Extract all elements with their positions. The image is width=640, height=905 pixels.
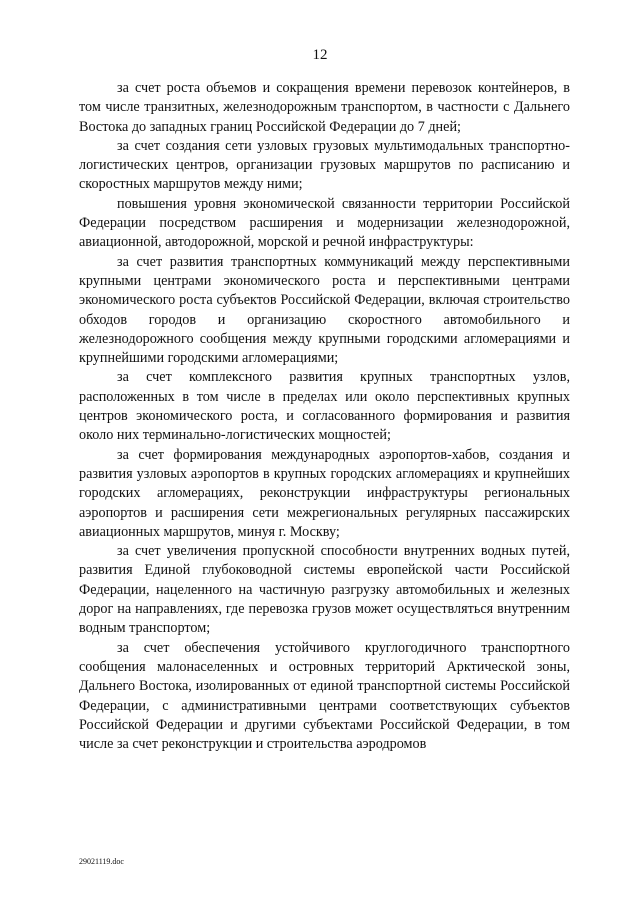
paragraph-1: за счет роста объемов и сокращения времени перевозок контейнеров, в том числе транзитных, железнодорожным транспортом, в частности с Дальнего Востока до западных границ Российской Федерации до 7 дней;	[79, 80, 570, 135]
paragraph-5: за счет комплексного развития крупных транспортных узлов, расположенных в том числе в пределах или около перспективных крупных центров экономического роста, и согласованного формирования и развития около них терминально-логистических мощностей;	[79, 369, 570, 444]
paragraph-2: за счет создания сети узловых грузовых мультимодальных транспортно-логистических центров, организации грузовых маршрутов по расписанию и скоростных маршрутов между ними;	[79, 137, 570, 193]
page-number: 12	[312, 47, 328, 63]
paragraph-3: повышения уровня экономической связанности территории Российской Федерации посредством расширения и модернизации железнодорожной, авиационной, автодорожной, морской и речной инфраструктуры:	[79, 195, 570, 251]
footer-file-code: 29021119.doc	[79, 857, 124, 866]
paragraph-4: за счет развития транспортных коммуникаций между перспективными крупными центрами экономического роста и перспективными центрами экономического роста субъектов Российской Федерации, включая строительство обходов городов и организацию скоростного автомобильного и железнодорожного сообщения между крупными городскими агломерациями и крупнейшими городскими агломерациями;	[79, 253, 570, 367]
document-body	[79, 79, 570, 754]
paragraph-6: за счет формирования международных аэропортов-хабов, создания и развития узловых аэропортов в крупных городских агломерациях и крупнейших городских агломерациях, реконструкции инфраструктуры региональных аэропортов и расширения сети межрегиональных регулярных пассажирских авиационных маршрутов, минуя г. Москву;	[79, 446, 570, 540]
paragraph-7: за счет увеличения пропускной способности внутренних водных путей, развития Единой глубоководной системы европейской части Российской Федерации, нацеленного на частичную разгрузку автомобильных и железных дорог на направлениях, где перевозка грузов может осуществляться внутренним водным транспортом;	[79, 543, 570, 637]
paragraph-8: за счет обеспечения устойчивого круглогодичного транспортного сообщения малонаселенных и островных территорий Арктической зоны, Дальнего Востока, изолированных от единой транспортной системы Российской Федерации, с административными центрами соответствующих субъектов Российской Федерации и другими субъектами Российской Федерации, в том числе за счет реконструкции и строительства аэродромов	[79, 639, 570, 753]
